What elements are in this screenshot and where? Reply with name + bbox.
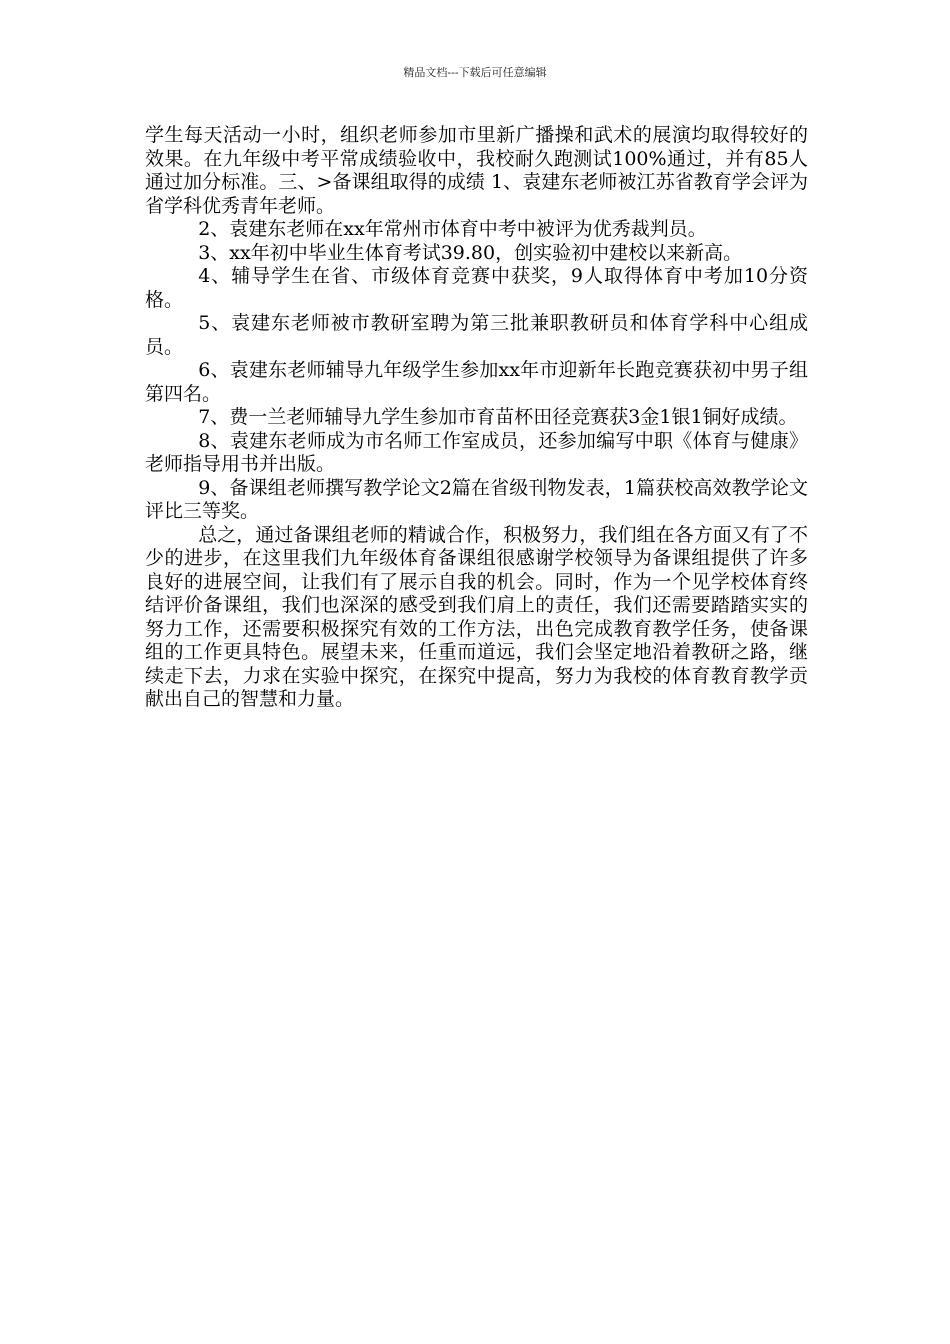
paragraph-7: 7、费一兰老师辅导九学生参加市育苗杯田径竞赛获3金1银1铜好成绩。 (198, 406, 798, 428)
paragraph-6: 6、袁建东老师辅导九年级学生参加xx年市迎新年长跑竞赛获初中男子组第四名。 (145, 359, 808, 405)
paragraph-4: 4、辅导学生在省、市级体育竞赛中获奖，9人取得体育中考加10分资格。 (145, 265, 808, 311)
paragraph-10: 总之，通过备课组老师的精诚合作，积极努力，我们组在各方面又有了不少的进步，在这里我们九年级体育备课组很感谢学校领导为备课组提供了许多良好的进展空间，让我们有了展示自我的机会。同时，作为一个见学校体育终结评价备课组，我们也深深的感受到我们肩上的责任，我们还需要踏踏实实的努力工作，还需要积极探究有效的工作方法，出色完成教育教学任务，使备课组的工作更具特色。展望未来，任重而道远，我们会坚定地沿着教研之路，继续走下去，力求在实验中探究，在探究中提高，努力为我校的体育教育教学贡献出自己的智慧和力量。 (145, 523, 808, 710)
paragraph-5: 5、袁建东老师被市教研室聘为第三批兼职教研员和体育学科中心组成员。 (145, 312, 808, 358)
paragraph-8: 8、袁建东老师成为市名师工作室成员，还参加编写中职《体育与健康》老师指导用书并出版。 (145, 429, 808, 475)
paragraph-9: 9、备课组老师撰写教学论文2篇在省级刊物发表，1篇获校高效教学论文评比三等奖。 (145, 476, 808, 522)
page-header: 精品文档---下载后可任意编辑 (403, 66, 547, 79)
paragraph-1: 学生每天活动一小时，组织老师参加市里新广播操和武术的展演均取得较好的效果。在九年级中考平常成绩验收中，我校耐久跑测试100%通过，并有85人通过加分标准。三、>备课组取得的成绩 1、袁建东老师被江苏省教育学会评为省学科优秀青年老师。 (145, 124, 808, 217)
paragraph-3: 3、xx年初中毕业生体育考试39.80，创实验初中建校以来新高。 (198, 241, 743, 264)
document-body (145, 124, 808, 712)
paragraph-2: 2、袁建东老师在xx年常州市体育中考中被评为优秀裁判员。 (198, 218, 707, 240)
